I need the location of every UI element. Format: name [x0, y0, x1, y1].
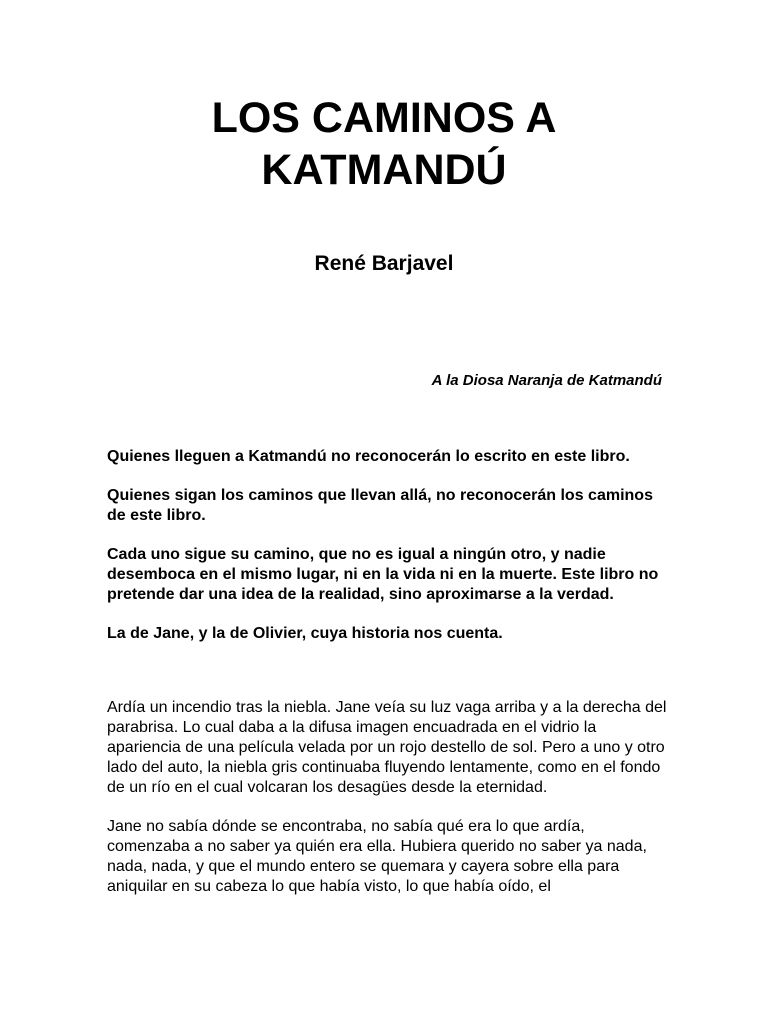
dedication: A la Diosa Naranja de Katmandú: [431, 372, 662, 389]
epigraph-paragraph: Quienes lleguen a Katmandú no reconocerán lo escrito en este libro.: [107, 448, 630, 465]
body-paragraph: Jane no sabía dónde se encontraba, no sabía qué era lo que ardía, comenzaba a no saber ya quién era ella. Hubiera querido no saber ya nada, nada, nada, y que el mundo entero se quemara y cayera sobre ella para aniquilar en su cabeza lo que había visto, lo que había oído, el: [107, 818, 647, 895]
body-paragraph: Ardía un incendio tras la niebla. Jane veía su luz vaga arriba y a la derecha del parabrisa. Lo cual daba a la difusa imagen encuadrada en el vidrio la apariencia de una película velada por un rojo destello de sol. Pero a uno y otro lado del auto, la niebla gris continuaba fluyendo lentamente, como en el fondo de un río en el cual volcaran los desagües desde la eternidad.: [107, 699, 667, 796]
book-title: [0, 92, 768, 196]
book-title-line-2: KATMANDÚ: [261, 146, 507, 194]
epigraph-paragraph: Cada uno sigue su camino, que no es igual a ningún otro, y nadie desemboca en el mismo lugar, ni en la vida ni en la muerte. Este libro no pretende dar una idea de la realidad, sino aproximarse a la verdad.: [107, 546, 659, 603]
author-name: René Barjavel: [314, 252, 454, 275]
book-title-line-1: LOS CAMINOS A: [211, 94, 557, 142]
epigraph-paragraph: Quienes sigan los caminos que llevan allá, no reconocerán los caminos de este libro.: [107, 487, 653, 524]
epigraph: [107, 447, 667, 663]
epigraph-paragraph: La de Jane, y la de Olivier, cuya historia nos cuenta.: [107, 625, 503, 642]
body-text: [107, 698, 667, 916]
